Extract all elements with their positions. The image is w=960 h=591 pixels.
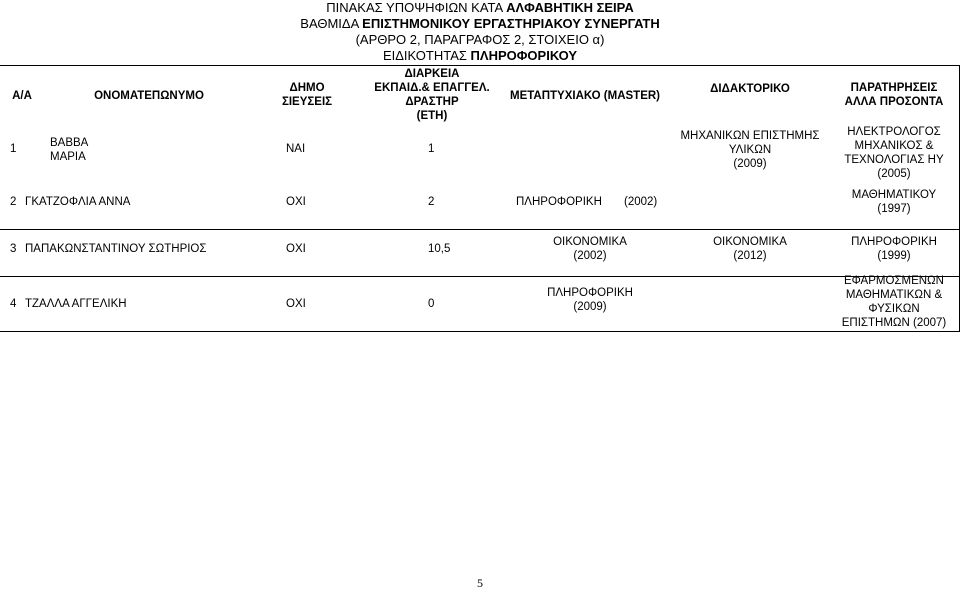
row4-name: ΤΖΑΛΛΑ ΑΓΓΕΛΙΚΗ: [25, 298, 127, 310]
table-top-border: [0, 65, 960, 66]
header-aa: Α/Α: [12, 90, 32, 102]
header-duration: ΔΙΑΡΚΕΙΑ ΕΚΠΑΙΔ.& ΕΠΑΓΓΕΛ. ΔΡΑΣΤΗΡ (ΕΤΗ): [374, 68, 490, 122]
row1-aa: 1: [10, 143, 17, 155]
row3-phd: ΟΙΚΟΝΟΜΙΚΑ (2012): [713, 236, 787, 262]
row2-years: 2: [428, 196, 435, 208]
header-publications: ΔΗΜΟ ΣΙΕΥΣΕΙΣ: [281, 82, 333, 108]
title-line-2: ΒΑΘΜΙΔΑ ΕΠΙΣΤΗΜΟΝΙΚΟΥ ΕΡΓΑΣΤΗΡΙΑΚΟΥ ΣΥΝΕΡΓΑΤΗ: [300, 16, 660, 31]
row-divider-1: [0, 229, 960, 230]
row3-notes: ΠΛΗΡΟΦΟΡΙΚΗ (1999): [851, 236, 937, 262]
table-bottom-border: [0, 331, 960, 332]
row1-notes: ΗΛΕΚΤΡΟΛΟΓΟΣ ΜΗΧΑΝΙΚΟΣ & ΤΕΧΝΟΛΟΓΙΑΣ ΗΥ (2005): [844, 126, 944, 180]
row3-aa: 3: [10, 243, 17, 255]
row3-publications: ΟΧΙ: [286, 243, 306, 255]
row2-aa: 2: [10, 196, 17, 208]
row2-name: ΓΚΑΤΖΟΦΛΙΑ ΑΝΝΑ: [25, 196, 131, 208]
row4-aa: 4: [10, 298, 17, 310]
header-phd: ΔΙΔΑΚΤΟΡΙΚΟ: [710, 83, 790, 95]
row2-notes: ΜΑΘΗΜΑΤΙΚΟΥ (1997): [851, 189, 937, 215]
title-line-1: ΠΙΝΑΚΑΣ ΥΠΟΨΗΦΙΩΝ ΚΑΤΑ ΑΛΦΑΒΗΤΙΚΗ ΣΕΙΡΑ: [326, 0, 634, 15]
header-name: ΟΝΟΜΑΤΕΠΩΝΥΜΟ: [94, 90, 204, 102]
row1-publications: ΝΑΙ: [286, 143, 306, 155]
title-line-3: (ΑΡΘΡΟ 2, ΠΑΡΑΓΡΑΦΟΣ 2, ΣΤΟΙΧΕΙΟ α): [355, 32, 605, 47]
row3-years: 10,5: [428, 243, 451, 255]
row3-name: ΠΑΠΑΚΩΝΣΤΑΝΤΙΝΟΥ ΣΩΤΗΡΙΟΣ: [25, 243, 207, 255]
row4-notes: ΕΦΑΡΜΟΣΜΕΝΩΝ ΜΑΘΗΜΑΤΙΚΩΝ & ΦΥΣΙΚΩΝ ΕΠΙΣΤΗΜΩΝ (2007): [841, 275, 947, 329]
row3-master: ΟΙΚΟΝΟΜΙΚΑ (2002): [553, 236, 627, 262]
page-number: 5: [477, 576, 483, 590]
row2-master: ΠΛΗΡΟΦΟΡΙΚΗ: [516, 196, 602, 208]
row4-master: ΠΛΗΡΟΦΟΡΙΚΗ (2009): [547, 287, 633, 313]
header-master: ΜΕΤΑΠΤΥΧΙΑΚΟ (MASTER): [509, 90, 661, 102]
row-divider-2: [0, 276, 960, 277]
header-notes: ΠΑΡΑΤΗΡΗΣΕΙΣ ΑΛΛΑ ΠΡΟΣΟΝΤΑ: [844, 82, 944, 108]
row4-publications: ΟΧΙ: [286, 298, 306, 310]
row1-years: 1: [428, 143, 435, 155]
title-line-4: ΕΙΔΙΚΟΤΗΤΑΣ ΠΛΗΡΟΦΟΡΙΚΟΥ: [382, 48, 578, 63]
row1-name: ΒΑΒΒΑ ΜΑΡΙΑ: [50, 137, 89, 163]
row1-phd: ΜΗΧΑΝΙΚΩΝ ΕΠΙΣΤΗΜΗΣ ΥΛΙΚΩΝ (2009): [680, 130, 820, 170]
row2-publications: ΟΧΙ: [286, 196, 306, 208]
row4-years: 0: [428, 298, 435, 310]
row2-master-year: (2002): [624, 196, 658, 208]
